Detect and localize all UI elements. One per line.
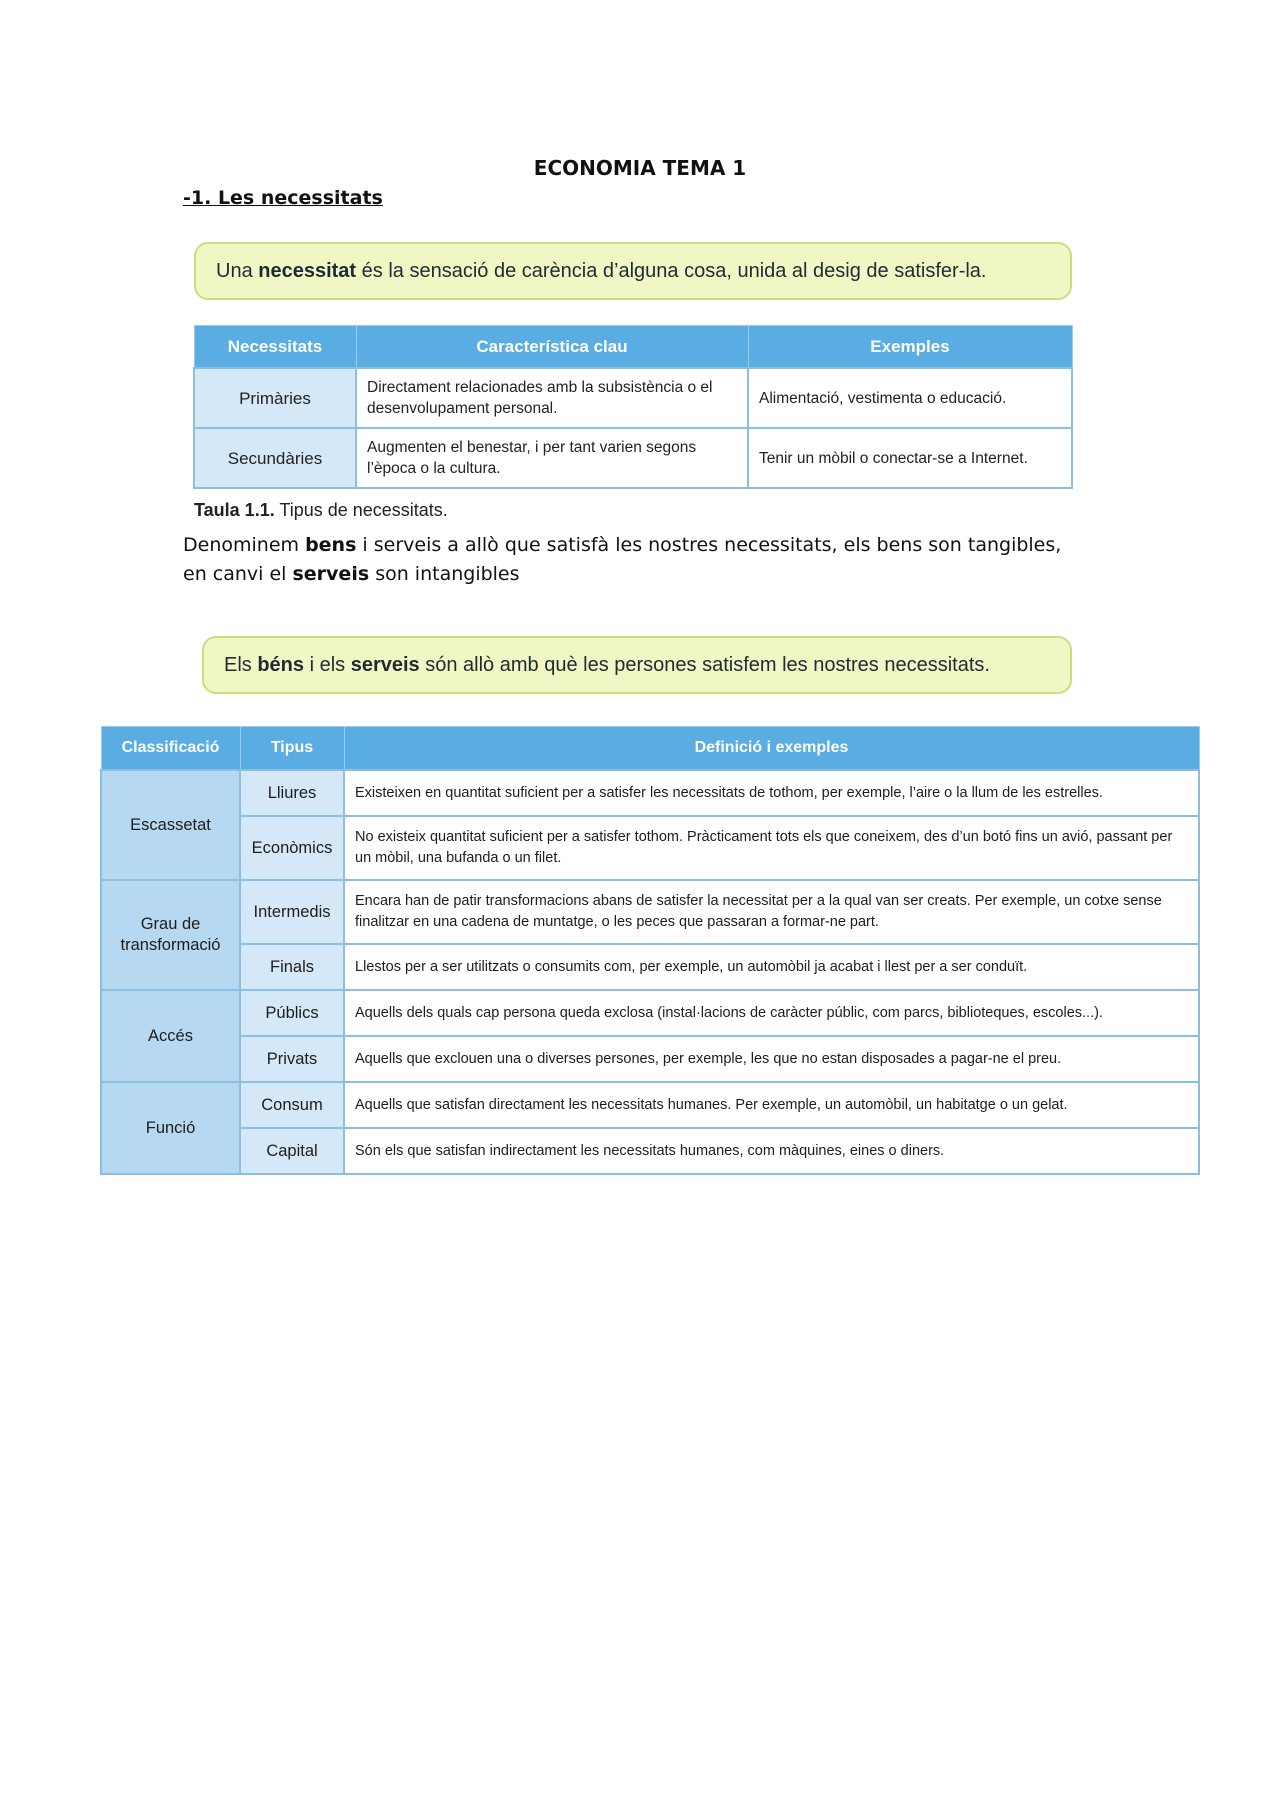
type-cell: Públics [240, 990, 344, 1036]
header-classificacio: Classificació [101, 727, 240, 771]
definition-cell: Són els que satisfan indirectament les necessitats humanes, com màquines, eines o diners. [344, 1128, 1199, 1174]
type-cell: Capital [240, 1128, 344, 1174]
body-paragraph: Denominem bens i serveis a allò que satisfà les nostres necessitats, els bens son tangibles, en canvi el serveis son intangibles [183, 534, 1062, 585]
needs-table [193, 325, 1073, 489]
definition-cell: Aquells que satisfan directament les necessitats humanes. Per exemple, un automòbil, un habitatge o un gelat. [344, 1082, 1199, 1128]
cell-exemples: Alimentació, vestimenta o educació. [748, 368, 1072, 428]
type-cell: Privats [240, 1036, 344, 1082]
table-row [101, 990, 1199, 1036]
table-header-row [101, 727, 1199, 771]
table-row [194, 368, 1072, 428]
table-row [194, 428, 1072, 488]
callout-text: Una necessitat és la sensació de carència d’alguna cosa, unida al desig de satisfer-la. [216, 259, 987, 282]
type-cell: Finals [240, 944, 344, 990]
definition-cell: Encara han de patir transformacions abans de satisfer la necessitat per a la qual van ser creats. Per exemple, un cotxe sense finalitzar en una cadena de muntatge, o les peces que passaran a formar-ne part. [344, 880, 1199, 944]
type-cell: Econòmics [240, 816, 344, 880]
header-definicio: Definició i exemples [344, 727, 1199, 771]
section-heading: -1. Les necessitats [183, 187, 383, 209]
type-cell: Consum [240, 1082, 344, 1128]
necessity-definition-callout [194, 242, 1072, 300]
table-row [101, 816, 1199, 880]
group-grau-transformacio: Grau de transformació [101, 880, 240, 990]
row-head-secundaries: Secundàries [194, 428, 356, 488]
header-caracteristica: Característica clau [356, 326, 748, 369]
document-title: ECONOMIA TEMA 1 [533, 156, 747, 180]
definition-cell: Aquells que exclouen una o diverses persones, per exemple, les que no estan disposades a pagar-ne el preu. [344, 1036, 1199, 1082]
type-cell: Lliures [240, 770, 344, 816]
definition-cell: No existeix quantitat suficient per a satisfer tothom. Pràcticament tots els que coneixem, des d’un botó fins un avió, passant per un mòbil, una bufanda o un filet. [344, 816, 1199, 880]
header-necessitats: Necessitats [194, 326, 356, 369]
group-acces: Accés [101, 990, 240, 1082]
group-escassetat: Escassetat [101, 770, 240, 880]
type-cell: Intermedis [240, 880, 344, 944]
cell-caracteristica: Augmenten el benestar, i per tant varien segons l’època o la cultura. [356, 428, 748, 488]
table-header-row [194, 326, 1072, 369]
definition-cell: Existeixen en quantitat suficient per a satisfer les necessitats de tothom, per exemple, l’aire o la llum de les estrelles. [344, 770, 1199, 816]
header-tipus: Tipus [240, 727, 344, 771]
goods-classification-table [100, 726, 1200, 1175]
table-row [101, 944, 1199, 990]
definition-cell: Llestos per a ser utilitzats o consumits com, per exemple, un automòbil ja acabat i llest per a ser conduït. [344, 944, 1199, 990]
table-caption: Taula 1.1. Tipus de necessitats. [194, 500, 448, 520]
table-row [101, 880, 1199, 944]
definition-cell: Aquells dels quals cap persona queda exclosa (instal·lacions de caràcter públic, com parcs, biblioteques, escoles...). [344, 990, 1199, 1036]
header-exemples: Exemples [748, 326, 1072, 369]
table-row [101, 1128, 1199, 1174]
table-row [101, 770, 1199, 816]
table-row [101, 1036, 1199, 1082]
cell-exemples: Tenir un mòbil o conectar-se a Internet. [748, 428, 1072, 488]
callout-text: Els béns i els serveis són allò amb què les persones satisfem les nostres necessitats. [224, 653, 990, 676]
goods-services-callout [202, 636, 1072, 694]
table-row [101, 1082, 1199, 1128]
cell-caracteristica: Directament relacionades amb la subsistència o el desenvolupament personal. [356, 368, 748, 428]
group-funcio: Funció [101, 1082, 240, 1174]
row-head-primaries: Primàries [194, 368, 356, 428]
